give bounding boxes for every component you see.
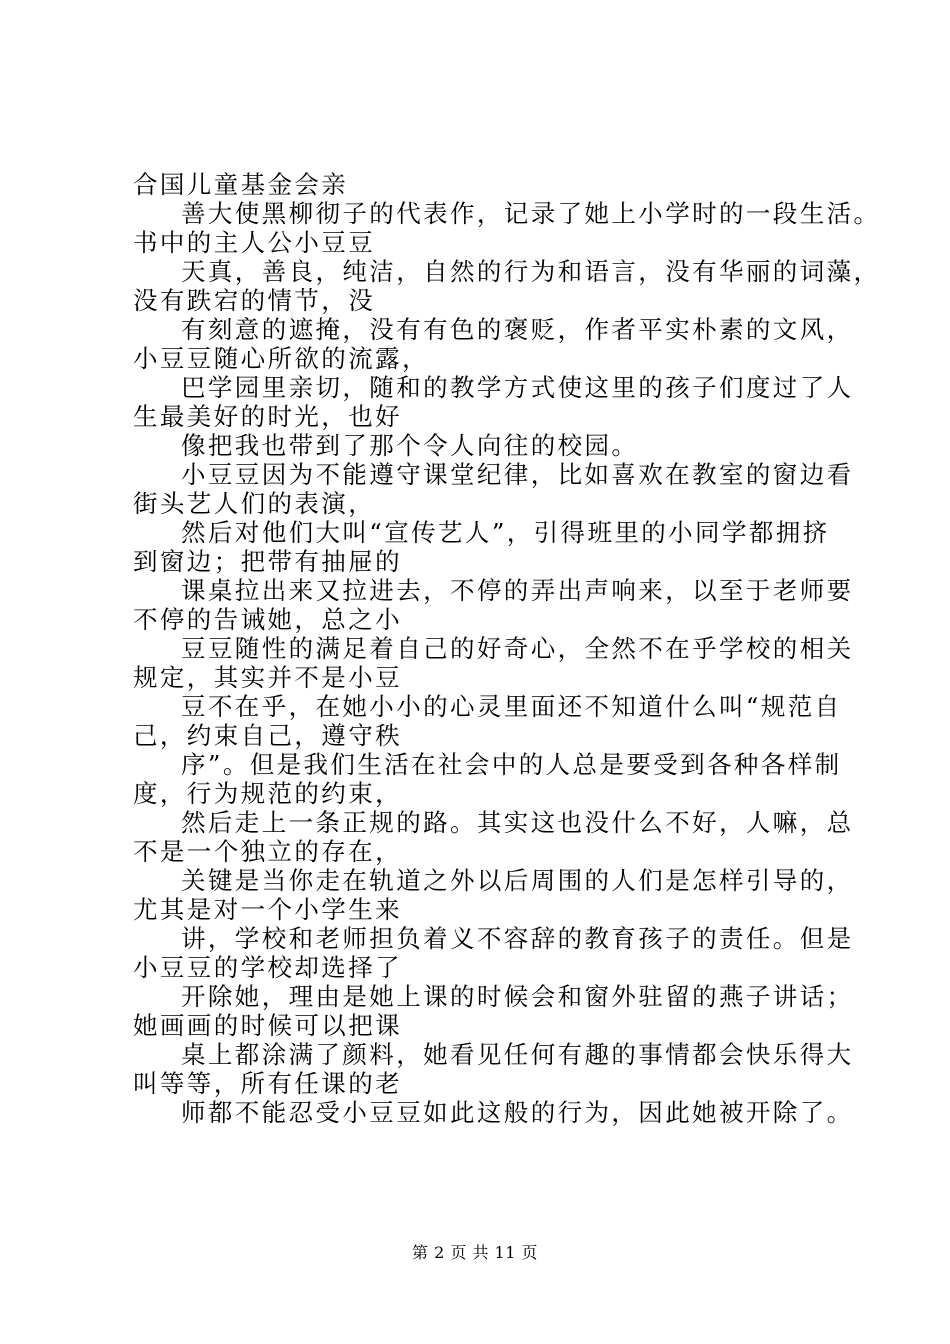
text-line: 不停的告诫她，总之小	[133, 605, 402, 634]
text-line: 序”。但是我们生活在社会中的人总是要受到各种各样制	[181, 750, 842, 779]
text-line: 叫等等，所有任课的老	[133, 1069, 402, 1098]
text-line: 天真，善良，纯洁，自然的行为和语言，没有华丽的词藻，	[181, 257, 881, 286]
text-line: 课桌拉出来又拉进去，不停的弄出声响来，以至于老师要	[181, 576, 854, 605]
text-line: 讲，学校和老师担负着义不容辞的教育孩子的责任。但是	[181, 924, 854, 953]
text-line: 关键是当你走在轨道之外以后周围的人们是怎样引导的，	[181, 866, 854, 895]
page-footer: 第 2 页 共 11 页	[412, 1243, 538, 1262]
text-line: 有刻意的遮掩，没有有色的褒贬，作者平实朴素的文风，	[181, 315, 854, 344]
text-line: 规定，其实并不是小豆	[133, 663, 402, 692]
text-line: 豆豆随性的满足着自己的好奇心，全然不在乎学校的相关	[181, 634, 854, 663]
text-line: 没有跌宕的情节，没	[133, 286, 376, 315]
text-line: 到窗边；把带有抽屉的	[133, 547, 402, 576]
text-line: 然后对他们大叫“宣传艺人”，引得班里的小同学都拥挤	[181, 518, 830, 547]
text-line: 尤其是对一个小学生来	[133, 895, 402, 924]
text-line: 巴学园里亲切，随和的教学方式使这里的孩子们度过了人	[181, 373, 854, 402]
text-line: 小豆豆随心所欲的流露，	[133, 344, 429, 373]
text-line: 师都不能忍受小豆豆如此这般的行为，因此她被开除了。	[181, 1098, 854, 1127]
text-line: 善大使黑柳彻子的代表作，记录了她上小学时的一段生活。	[181, 199, 881, 228]
text-line: 合国儿童基金会亲	[133, 170, 349, 199]
text-line: 桌上都涂满了颜料，她看见任何有趣的事情都会快乐得大	[181, 1040, 854, 1069]
text-line: 不是一个独立的存在，	[133, 837, 402, 866]
text-line: 书中的主人公小豆豆	[133, 228, 376, 257]
text-line: 然后走上一条正规的路。其实这也没什么不好，人嘛，总	[181, 808, 854, 837]
text-line: 生最美好的时光，也好	[133, 402, 402, 431]
text-line: 街头艺人们的表演，	[133, 489, 376, 518]
text-line: 开除她，理由是她上课的时候会和窗外驻留的燕子讲话；	[181, 982, 854, 1011]
text-line: 小豆豆的学校却选择了	[133, 953, 402, 982]
text-line: 像把我也带到了那个令人向往的校园。	[181, 431, 639, 460]
text-line: 她画画的时候可以把课	[133, 1011, 402, 1040]
text-line: 小豆豆因为不能遵守课堂纪律，比如喜欢在教室的窗边看	[181, 460, 854, 489]
text-line: 度，行为规范的约束，	[133, 779, 402, 808]
text-line: 己，约束自己，遵守秩	[133, 721, 402, 750]
body-text	[133, 170, 881, 1127]
text-line: 豆不在乎，在她小小的心灵里面还不知道什么叫“规范自	[181, 692, 842, 721]
